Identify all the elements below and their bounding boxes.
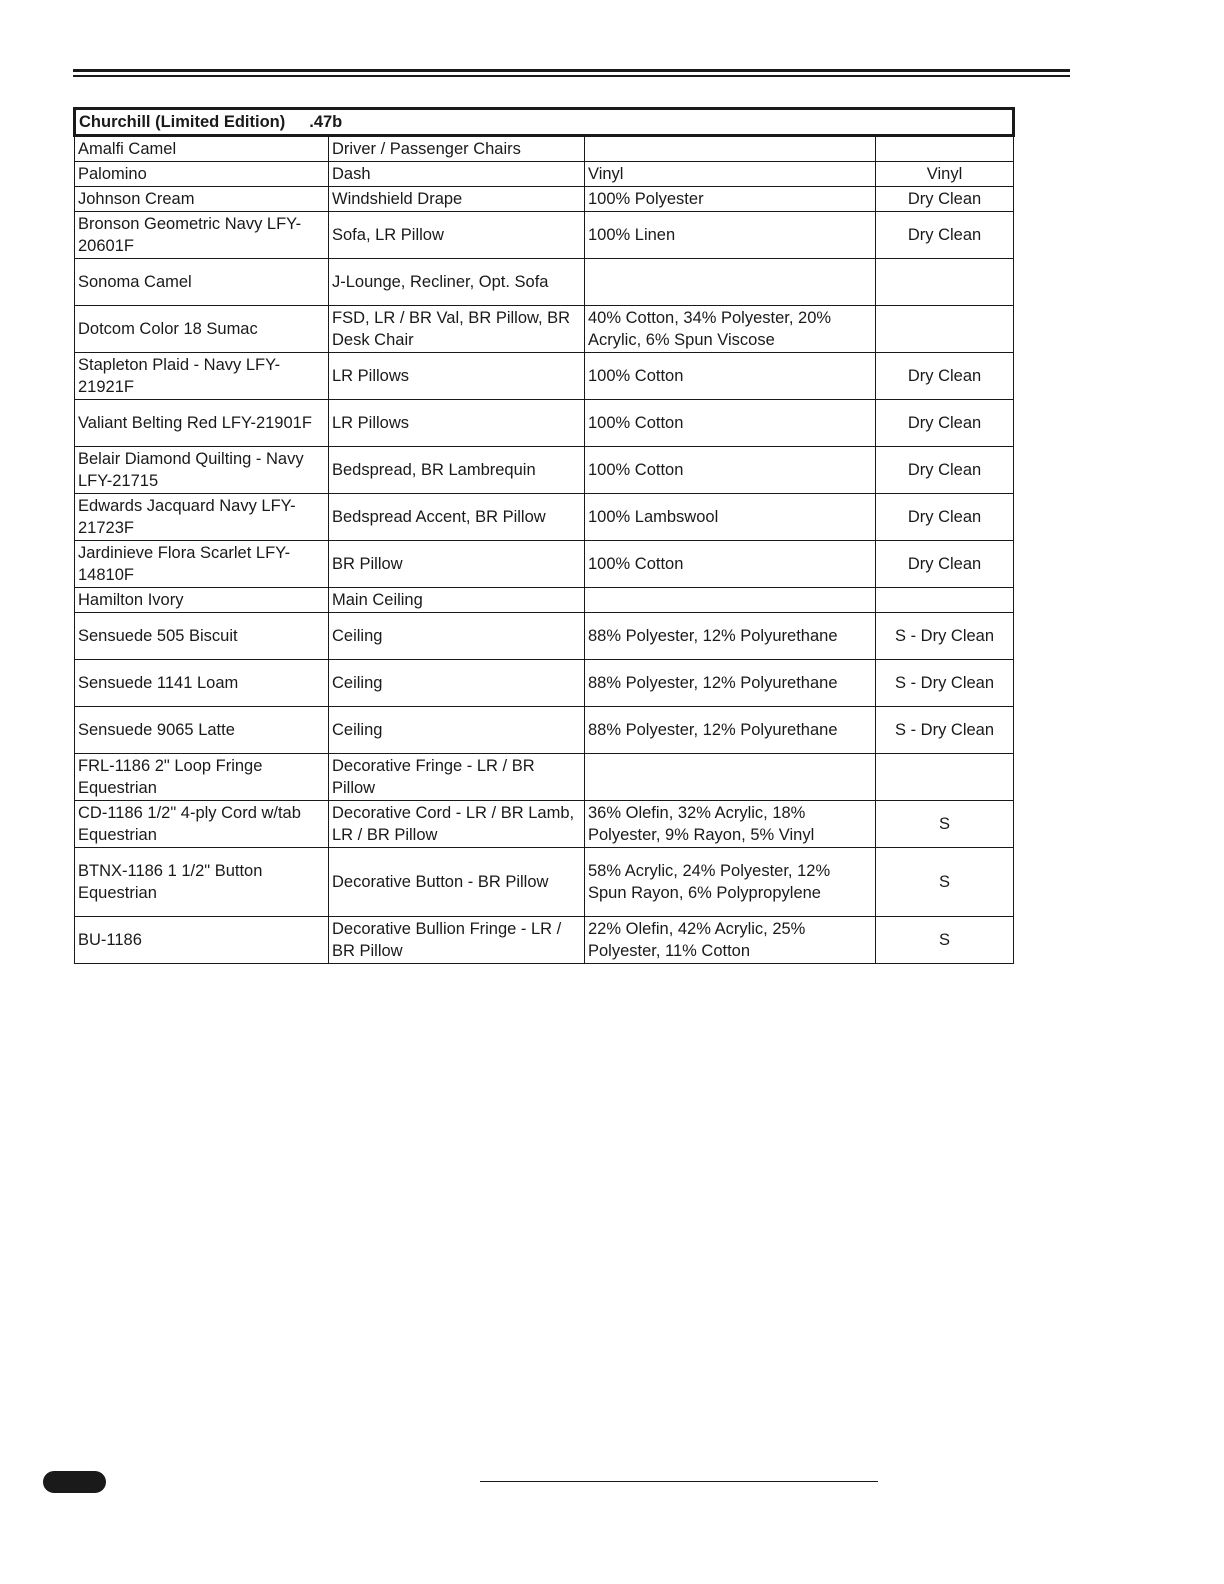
care-cell bbox=[876, 588, 1014, 613]
content-cell: 22% Olefin, 42% Acrylic, 25% Polyester, 11% Cotton bbox=[585, 917, 876, 964]
fabric-cell: Bronson Geometric Navy LFY-20601F bbox=[75, 212, 329, 259]
content-cell: Vinyl bbox=[585, 162, 876, 187]
table-code: .47b bbox=[309, 113, 343, 131]
care-cell: S - Dry Clean bbox=[876, 707, 1014, 754]
table-row bbox=[75, 162, 1014, 187]
table-row bbox=[75, 259, 1014, 306]
table-title-cell bbox=[75, 109, 1014, 136]
care-cell: Dry Clean bbox=[876, 212, 1014, 259]
care-cell: Dry Clean bbox=[876, 400, 1014, 447]
table-row bbox=[75, 801, 1014, 848]
location-cell: LR Pillows bbox=[329, 353, 585, 400]
content-cell: 100% Polyester bbox=[585, 187, 876, 212]
content-cell: 100% Linen bbox=[585, 212, 876, 259]
location-cell: Decorative Button - BR Pillow bbox=[329, 848, 585, 917]
table-row bbox=[75, 136, 1014, 162]
fabric-cell: Sonoma Camel bbox=[75, 259, 329, 306]
fabric-cell: BU-1186 bbox=[75, 917, 329, 964]
fabric-cell: Amalfi Camel bbox=[75, 136, 329, 162]
location-cell: Ceiling bbox=[329, 707, 585, 754]
table-row bbox=[75, 754, 1014, 801]
content-cell bbox=[585, 259, 876, 306]
content-cell: 100% Lambswool bbox=[585, 494, 876, 541]
fabric-cell: Valiant Belting Red LFY-21901F bbox=[75, 400, 329, 447]
table-row bbox=[75, 353, 1014, 400]
fabric-cell: Sensuede 505 Biscuit bbox=[75, 613, 329, 660]
table-row bbox=[75, 447, 1014, 494]
location-cell: Bedspread, BR Lambrequin bbox=[329, 447, 585, 494]
page-number-badge bbox=[43, 1471, 106, 1493]
fabric-cell: Belair Diamond Quilting - Navy LFY-21715 bbox=[75, 447, 329, 494]
header-double-rule bbox=[73, 69, 1070, 77]
table-row bbox=[75, 707, 1014, 754]
care-cell: S - Dry Clean bbox=[876, 613, 1014, 660]
content-cell bbox=[585, 754, 876, 801]
fabric-cell: BTNX-1186 1 1/2" Button Equestrian bbox=[75, 848, 329, 917]
table-row bbox=[75, 306, 1014, 353]
fabric-cell: Edwards Jacquard Navy LFY-21723F bbox=[75, 494, 329, 541]
content-cell: 40% Cotton, 34% Polyester, 20% Acrylic, 6% Spun Viscose bbox=[585, 306, 876, 353]
care-cell: Dry Clean bbox=[876, 541, 1014, 588]
content-cell: 88% Polyester, 12% Polyurethane bbox=[585, 707, 876, 754]
care-cell: Dry Clean bbox=[876, 187, 1014, 212]
fabric-cell: Palomino bbox=[75, 162, 329, 187]
location-cell: J-Lounge, Recliner, Opt. Sofa bbox=[329, 259, 585, 306]
content-cell: 100% Cotton bbox=[585, 541, 876, 588]
fabric-cell: Jardinieve Flora Scarlet LFY-14810F bbox=[75, 541, 329, 588]
location-cell: Decorative Cord - LR / BR Lamb, LR / BR Pillow bbox=[329, 801, 585, 848]
care-cell bbox=[876, 136, 1014, 162]
table-title-row bbox=[75, 109, 1014, 136]
table-row bbox=[75, 212, 1014, 259]
care-cell: S bbox=[876, 801, 1014, 848]
care-cell: Vinyl bbox=[876, 162, 1014, 187]
content-cell: 100% Cotton bbox=[585, 400, 876, 447]
content-cell bbox=[585, 136, 876, 162]
care-cell: S - Dry Clean bbox=[876, 660, 1014, 707]
table-title: Churchill (Limited Edition) bbox=[79, 113, 286, 131]
fabric-cell: CD-1186 1/2" 4-ply Cord w/tab Equestrian bbox=[75, 801, 329, 848]
location-cell: BR Pillow bbox=[329, 541, 585, 588]
care-cell: S bbox=[876, 917, 1014, 964]
fabric-cell: Johnson Cream bbox=[75, 187, 329, 212]
care-cell: S bbox=[876, 848, 1014, 917]
content-cell bbox=[585, 588, 876, 613]
table-row bbox=[75, 660, 1014, 707]
content-cell: 100% Cotton bbox=[585, 447, 876, 494]
care-cell: Dry Clean bbox=[876, 353, 1014, 400]
table-row bbox=[75, 613, 1014, 660]
content-cell: 88% Polyester, 12% Polyurethane bbox=[585, 613, 876, 660]
location-cell: LR Pillows bbox=[329, 400, 585, 447]
table-row bbox=[75, 541, 1014, 588]
care-cell bbox=[876, 754, 1014, 801]
fabric-table bbox=[73, 107, 1015, 964]
content-cell: 100% Cotton bbox=[585, 353, 876, 400]
content-cell: 58% Acrylic, 24% Polyester, 12% Spun Rayon, 6% Polypropylene bbox=[585, 848, 876, 917]
content-cell: 88% Polyester, 12% Polyurethane bbox=[585, 660, 876, 707]
content-cell: 36% Olefin, 32% Acrylic, 18% Polyester, 9% Rayon, 5% Vinyl bbox=[585, 801, 876, 848]
fabric-cell: Stapleton Plaid - Navy LFY-21921F bbox=[75, 353, 329, 400]
location-cell: Dash bbox=[329, 162, 585, 187]
location-cell: Main Ceiling bbox=[329, 588, 585, 613]
fabric-cell: Sensuede 1141 Loam bbox=[75, 660, 329, 707]
footer-rule bbox=[480, 1481, 878, 1482]
location-cell: Windshield Drape bbox=[329, 187, 585, 212]
location-cell: Sofa, LR Pillow bbox=[329, 212, 585, 259]
care-cell: Dry Clean bbox=[876, 494, 1014, 541]
table-row bbox=[75, 848, 1014, 917]
location-cell: Decorative Fringe - LR / BR Pillow bbox=[329, 754, 585, 801]
fabric-cell: FRL-1186 2" Loop Fringe Equestrian bbox=[75, 754, 329, 801]
location-cell: FSD, LR / BR Val, BR Pillow, BR Desk Chair bbox=[329, 306, 585, 353]
location-cell: Ceiling bbox=[329, 660, 585, 707]
table-row bbox=[75, 494, 1014, 541]
table-row bbox=[75, 588, 1014, 613]
location-cell: Decorative Bullion Fringe - LR / BR Pillow bbox=[329, 917, 585, 964]
location-cell: Bedspread Accent, BR Pillow bbox=[329, 494, 585, 541]
care-cell bbox=[876, 306, 1014, 353]
fabric-cell: Dotcom Color 18 Sumac bbox=[75, 306, 329, 353]
care-cell: Dry Clean bbox=[876, 447, 1014, 494]
table-row bbox=[75, 187, 1014, 212]
location-cell: Driver / Passenger Chairs bbox=[329, 136, 585, 162]
care-cell bbox=[876, 259, 1014, 306]
table-row bbox=[75, 917, 1014, 964]
fabric-cell: Sensuede 9065 Latte bbox=[75, 707, 329, 754]
table-row bbox=[75, 400, 1014, 447]
location-cell: Ceiling bbox=[329, 613, 585, 660]
fabric-cell: Hamilton Ivory bbox=[75, 588, 329, 613]
